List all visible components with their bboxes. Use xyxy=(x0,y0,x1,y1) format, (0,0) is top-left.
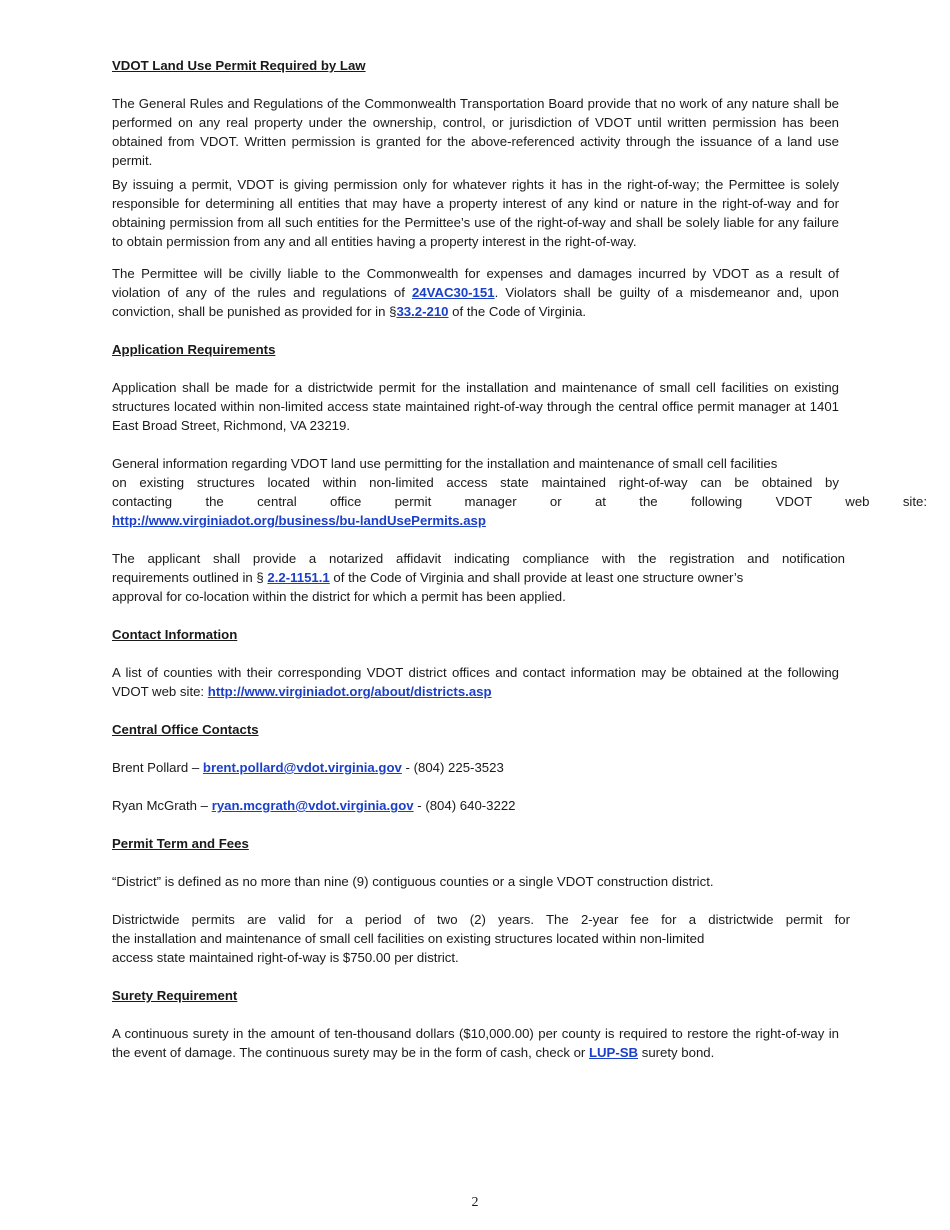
application-p2-line-2: on existing structures located within non-limited access state maintained right-of-way can be obtained by xyxy=(112,475,839,490)
link-lup-sb[interactable]: LUP-SB xyxy=(588,1045,639,1060)
fees-paragraph-1: “District” is defined as no more than nine (9) contiguous counties or a single VDOT construction district. xyxy=(112,874,714,889)
surety-paragraph xyxy=(112,1024,839,1062)
surety-text-b: surety bond. xyxy=(638,1045,715,1060)
application-p2-line-3: contacting the central office permit manager or at the following VDOT web site: xyxy=(112,494,927,509)
application-paragraph-2 xyxy=(112,454,927,530)
section-heading-law: VDOT Land Use Permit Required by Law xyxy=(112,58,366,73)
section-heading-central-office: Central Office Contacts xyxy=(112,722,259,737)
section-heading-surety: Surety Requirement xyxy=(112,988,238,1003)
law-p3-text-a: The Permittee will be civilly liable to the Commonwealth for expenses and damages incurred by VDOT as a result of violation of any of the rules and regulations of xyxy=(112,266,839,300)
contact-entry-ryan-mcgrath xyxy=(112,796,839,815)
contact-entry-brent-pollard xyxy=(112,758,839,777)
link-land-use-permits[interactable]: http://www.virginiadot.org/business/bu-landUsePermits.asp xyxy=(112,513,486,528)
application-p3-text-a: requirements outlined in § xyxy=(112,570,268,585)
email-link-brent-pollard[interactable]: brent.pollard@vdot.virginia.gov xyxy=(202,760,402,775)
fees-p2-line-2: the installation and maintenance of small cell facilities on existing structures located within non-limited xyxy=(112,931,705,946)
application-p3-text-b: of the Code of Virginia and shall provide at least one structure owner’s xyxy=(329,570,744,585)
application-paragraph-1: Application shall be made for a districtwide permit for the installation and maintenance of small cell facilities on existing structures located within non-limited access state maintained right-of-way through the central office permit manager at 1401 East Broad Street, Richmond, VA 23219. xyxy=(112,380,839,433)
law-p3-text-c: of the Code of Virginia. xyxy=(448,304,587,319)
application-p3-line-1: The applicant shall provide a notarized affidavit indicating compliance with the registration and notification xyxy=(112,551,845,566)
section-heading-contact: Contact Information xyxy=(112,627,238,642)
link-33-2-210[interactable]: 33.2-210 xyxy=(396,304,449,319)
section-heading-application: Application Requirements xyxy=(112,342,276,357)
contact-phone: - (804) 225-3523 xyxy=(401,760,504,775)
application-p3-line-3: approval for co-location within the district for which a permit has been applied. xyxy=(112,589,566,604)
contact-phone: - (804) 640-3222 xyxy=(413,798,516,813)
page-number: 2 xyxy=(471,1195,479,1210)
application-p2-line-1: General information regarding VDOT land use permitting for the installation and maintenance of small cell facilities xyxy=(112,456,778,471)
fees-p2-line-3: access state maintained right-of-way is $750.00 per district. xyxy=(112,950,459,965)
surety-text-a: A continuous surety in the amount of ten-thousand dollars ($10,000.00) per county is required to restore the right-of-way in the event of damage. The continuous surety may be in the form of cash, check or xyxy=(112,1026,839,1060)
link-districts[interactable]: http://www.virginiadot.org/about/districts.asp xyxy=(207,684,492,699)
email-link-ryan-mcgrath[interactable]: ryan.mcgrath@vdot.virginia.gov xyxy=(211,798,414,813)
document-body xyxy=(112,56,927,1081)
law-paragraph-2: By issuing a permit, VDOT is giving permission only for whatever rights it has in the right-of-way; the Permittee is solely responsible for determining all entities that may have a property interest of any kind or nature in the right-of-way and for obtaining permission from all such entities for the Permittee’s use of the right-of-way and shall be solely liable for any failure to obtain permission from any and all entities having a property interest in the right-of-way. xyxy=(112,177,839,249)
contact-text: A list of counties with their corresponding VDOT district offices and contact information may be obtained at the following VDOT web site: xyxy=(112,665,839,699)
application-paragraph-3 xyxy=(112,549,845,606)
link-2-2-1151-1[interactable]: 2.2-1151.1 xyxy=(267,570,330,585)
law-p3-text-b: . Violators shall be guilty of a misdemeanor and, upon conviction, shall be punished as provided for in § xyxy=(112,285,839,319)
section-heading-fees: Permit Term and Fees xyxy=(112,836,249,851)
law-paragraph-3 xyxy=(112,264,839,321)
fees-paragraph-2 xyxy=(112,910,850,967)
contact-paragraph xyxy=(112,663,839,701)
application-p3-line-2 xyxy=(112,568,839,587)
contact-name: Brent Pollard – xyxy=(112,760,203,775)
link-24vac30-151[interactable]: 24VAC30-151 xyxy=(411,285,495,300)
law-paragraph-1: The General Rules and Regulations of the Commonwealth Transportation Board provide that no work of any nature shall be performed on any real property under the ownership, control, or jurisdiction of VDOT until written permission has been obtained from VDOT. Written permission is granted for the above-referenced activity through the issuance of a land use permit. xyxy=(112,96,839,168)
fees-p2-line-1: Districtwide permits are valid for a period of two (2) years. The 2-year fee for a districtwide permit for xyxy=(112,912,850,927)
contact-name: Ryan McGrath – xyxy=(112,798,212,813)
